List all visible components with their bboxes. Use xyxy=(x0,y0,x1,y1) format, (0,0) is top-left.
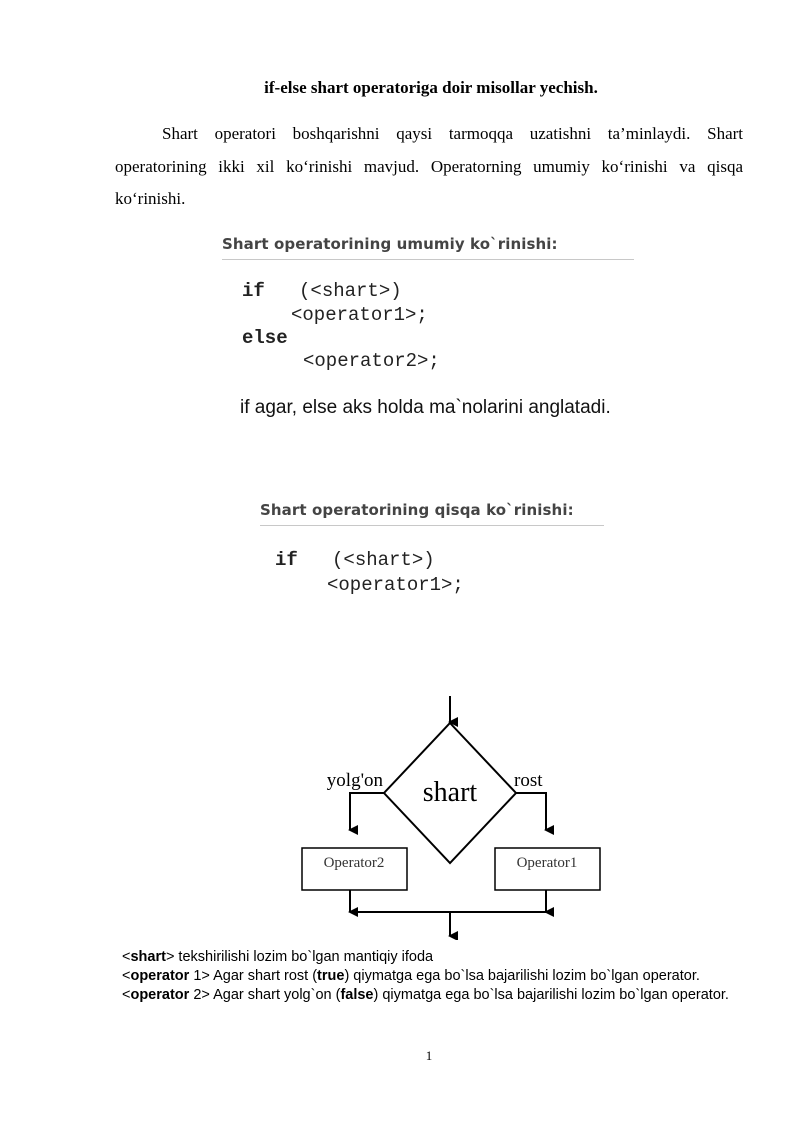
if-keyword: if xyxy=(275,549,298,571)
page-title: if-else shart operatoriga doir misollar yechish. xyxy=(264,78,598,97)
true-branch-label: rost xyxy=(514,770,543,791)
operator2-label: Operator2 xyxy=(323,855,385,871)
legend-term: shart xyxy=(130,949,166,965)
condition-text: (<shart>) xyxy=(264,280,402,302)
general-form-line4: <operator2>; xyxy=(303,350,440,372)
legend-term-rest: 1> xyxy=(189,968,210,984)
legend-bold-value: false xyxy=(340,987,374,1003)
if-else-flowchart xyxy=(290,690,620,940)
false-branch-arrow xyxy=(350,793,384,830)
legend-row-operator2: <operator 2> Agar shart yolg`on (false) qiymatga ega bo`lsa bajarilishi lozim bo`lgan operator. xyxy=(122,987,729,1003)
legend-text: ) qiymatga ega bo`lsa bajarilishi lozim bo`lgan operator. xyxy=(344,968,700,984)
legend-text: ) qiymatga ega bo`lsa bajarilishi lozim bo`lgan operator. xyxy=(373,987,729,1003)
true-branch-arrow xyxy=(516,793,546,830)
short-form-line2: <operator1>; xyxy=(327,574,464,596)
legend-bold-value: true xyxy=(317,968,345,984)
operator1-label: Operator1 xyxy=(516,855,578,871)
keyword-note: if agar, else aks holda ma`nolarini anglatadi. xyxy=(240,397,611,418)
if-keyword: if xyxy=(242,280,265,302)
legend xyxy=(122,948,729,1005)
general-form-line1 xyxy=(242,280,402,302)
legend-term-rest: 2> xyxy=(189,987,210,1003)
intro-paragraph xyxy=(115,118,743,216)
else-keyword: else xyxy=(242,327,288,349)
false-branch-label: yolg'on xyxy=(326,770,383,791)
legend-text: tekshirilishi lozim bo`lgan mantiqiy ifoda xyxy=(174,949,434,965)
general-form-line2: <operator1>; xyxy=(291,304,428,326)
legend-text: Agar shart rost ( xyxy=(209,968,318,984)
legend-row-shart: <shart> tekshirilishi lozim bo`lgan mantiqiy ifoda xyxy=(122,949,434,965)
page-number: 1 xyxy=(425,1048,433,1063)
legend-term: operator xyxy=(130,987,190,1003)
condition-text: (<shart>) xyxy=(297,549,435,571)
condition-label: shart xyxy=(422,777,478,808)
legend-term: operator xyxy=(130,968,190,984)
general-form-heading: Shart operatorining umumiy ko`rinishi: xyxy=(222,235,634,260)
short-form-heading: Shart operatorining qisqa ko`rinishi: xyxy=(260,501,604,526)
short-form-line1 xyxy=(275,549,435,571)
intro-text: Shart operatori boshqarishni qaysi tarmoqqa uzatishni ta’minlaydi. Shart operatorining ikki xil ko‘rinishi mavjud. Operatorning umumiy ko‘rinishi va qisqa ko‘rinishi. xyxy=(115,124,743,208)
legend-row-operator1: <operator 1> Agar shart rost (true) qiymatga ega bo`lsa bajarilishi lozim bo`lgan operator. xyxy=(122,968,700,984)
legend-text: Agar shart yolg`on ( xyxy=(209,987,341,1003)
